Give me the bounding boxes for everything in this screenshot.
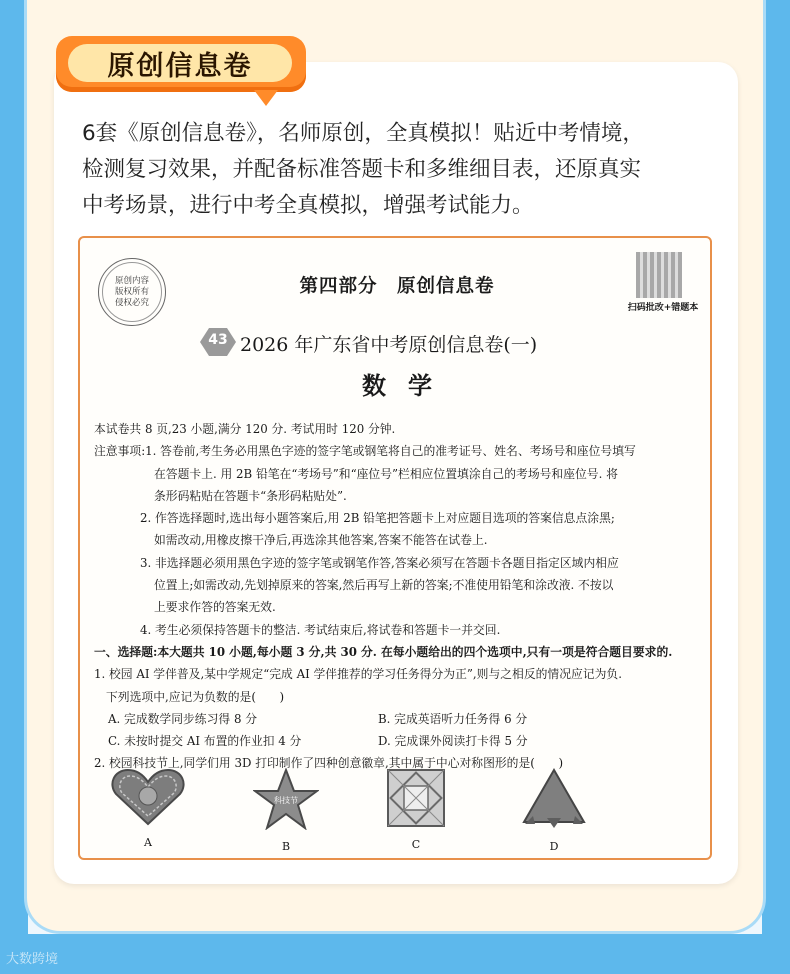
q1-options-row [94, 708, 702, 730]
q1-options-row [94, 730, 702, 752]
exam-line: 本试卷共 8 页,23 小题,满分 120 分. 考试用时 120 分钟. [94, 422, 396, 436]
question-2: 2. 校园科技节上,同学们用 3D 打印制作了四种创意徽章,其中属于中心对称图形的是( ) [94, 756, 564, 771]
figure-label: B [281, 840, 291, 853]
figure-d [514, 768, 594, 853]
seal-line: 原创内容 [114, 275, 149, 286]
figure-a [108, 768, 188, 849]
figure-b [246, 768, 326, 853]
exam-line: 注意事项:1. 答卷前,考生务必用黑色字迹的签字笔或钢笔将自己的准考证号、姓名、考场号和座位号填写 [94, 444, 636, 459]
q1-option-c: C. 未按时提交 AI 布置的作业扣 4 分 [108, 734, 302, 749]
intro-line: 检测复习效果，并配备标准答题卡和多维细目表，还原真实 [82, 157, 642, 182]
section-tag [56, 36, 306, 92]
exam-line: 在答题卡上. 用 2B 铅笔在“考场号”和“座位号”栏相应位置填涂自己的考场号和座位号. 将 [154, 466, 618, 481]
watermark: 大数跨境 [6, 952, 59, 967]
question-1: 1. 校园 AI 学伴普及,某中学规定“完成 AI 学伴推荐的学习任务得分为正”,则与之相反的情况应记为负. [94, 667, 622, 682]
exam-section-heading: 一、选择题:本大题共 10 小题,每小题 3 分,共 30 分. 在每小题给出的四个选项中,只有一项是符合题目要求的. [94, 644, 673, 659]
exam-paper-preview [78, 236, 712, 860]
q1-option-b: B. 完成英语听力任务得 6 分 [378, 711, 528, 726]
seal-line: 侵权必究 [114, 297, 149, 308]
qr-code[interactable] [636, 252, 682, 298]
exam-line: 2. 作答选择题时,选出每小题答案后,用 2B 铅笔把答题卡上对应题目选项的答案信息点涂黑; [140, 511, 615, 526]
question-1-prompt: 下列选项中,应记为负数的是( ) [106, 689, 285, 704]
exam-line: 条形码粘贴在答题卡“条形码粘贴处”. [154, 488, 347, 503]
q1-option-d: D. 完成课外阅读打卡得 5 分 [378, 734, 528, 749]
part-title: 第四部分 原创信息卷 [299, 276, 495, 297]
exam-instructions [94, 418, 702, 775]
figure-c [376, 768, 456, 851]
intro-text [82, 116, 722, 224]
heart-badge-icon [110, 768, 186, 826]
exam-line: 如需改动,用橡皮擦干净后,再选涂其他答案,答案不能答在试卷上. [154, 533, 488, 548]
exam-number-badge [200, 328, 236, 356]
figure-label: C [411, 838, 421, 851]
exam-number: 43 [208, 332, 228, 348]
exam-line: 4. 考生必须保持答题卡的整洁. 考试结束后,将试卷和答题卡一并交回. [140, 622, 501, 637]
subject-title: 数学 [362, 371, 454, 400]
badge-figures [104, 768, 684, 853]
exam-title: 2026 年广东省中考原创信息卷(一) [240, 334, 538, 356]
exam-line: 上要求作答的答案无效. [154, 600, 276, 615]
figure-label: D [549, 840, 559, 853]
exam-line: 3. 非选择题必须用黑色字迹的签字笔或钢笔作答,答案必须写在答题卡各题目指定区域内相应 [140, 555, 619, 570]
star-badge-text: 科技节 [274, 796, 298, 805]
square-lattice-badge-icon [384, 768, 448, 828]
star-badge-icon [253, 768, 319, 830]
triangle-badge-icon [521, 768, 587, 830]
qr-label: 扫码批改+错题本 [627, 303, 699, 313]
exam-line: 位置上;如需改动,先划掉原来的答案,然后再写上新的答案;不准使用铅笔和涂改液. 不按以 [154, 578, 614, 593]
intro-line: 中考场景，进行中考全真模拟，增强考试能力。 [82, 193, 534, 218]
seal-line: 版权所有 [114, 286, 149, 297]
figure-label: A [144, 836, 152, 849]
q1-option-a: A. 完成数学同步练习得 8 分 [108, 711, 257, 726]
section-tag-label: 原创信息卷 [68, 44, 292, 82]
intro-line: 6套《原创信息卷》，名师原创，全真模拟！贴近中考情境， [82, 121, 644, 146]
